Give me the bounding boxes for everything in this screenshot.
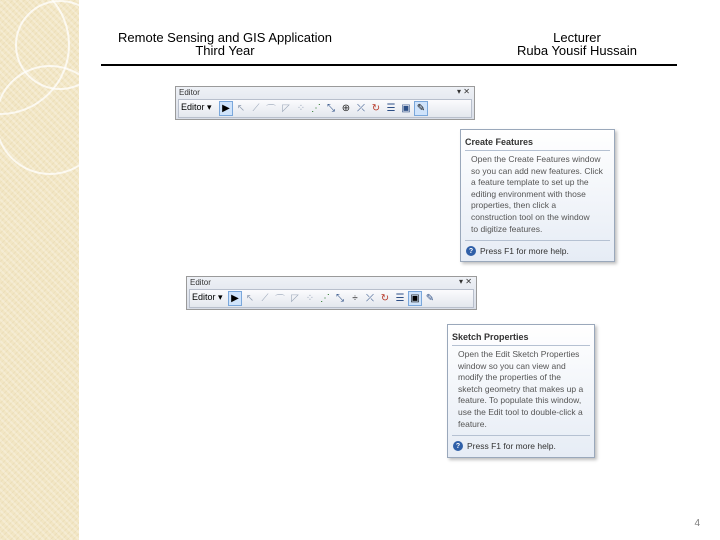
tooltip-line: sketch geometry that makes up a <box>458 383 584 394</box>
tooltip-divider <box>465 150 610 151</box>
tooltip-body <box>458 349 583 430</box>
editor-toolbar <box>186 276 477 310</box>
split-tool-icon[interactable]: ⤫ <box>366 293 374 304</box>
tooltip-line: editing environment with those <box>471 188 586 199</box>
lecturer-role: Lecturer <box>553 30 601 45</box>
create-features-icon[interactable]: ✎ <box>414 101 428 116</box>
reshape-feature-icon[interactable]: ⤡ <box>336 293 344 304</box>
lecturer-name: Ruba Yousif Hussain <box>517 43 637 58</box>
create-features-tooltip <box>460 129 615 262</box>
sketch-properties-tooltip <box>447 324 595 458</box>
toolbar-row <box>178 99 472 118</box>
tooltip-help <box>453 441 556 451</box>
sketch-properties-icon[interactable]: ▣ <box>408 291 422 306</box>
header-divider <box>101 64 677 66</box>
edit-tool-icon[interactable]: ▶ <box>219 101 233 116</box>
tooltip-divider <box>452 435 590 436</box>
course-year: Third Year <box>195 43 255 58</box>
help-icon: ? <box>453 441 463 451</box>
tooltip-body <box>471 154 603 235</box>
header-left <box>96 31 354 57</box>
editor-toolbar <box>175 86 475 120</box>
course-title: Remote Sensing and GIS Application <box>118 30 332 45</box>
annotation-tool-icon[interactable]: ↖ <box>236 103 246 114</box>
tooltip-line: Open the Create Features window <box>471 154 601 164</box>
cut-polygons-icon[interactable]: ⊕ <box>341 103 351 114</box>
tooltip-line: modify the properties of the <box>458 372 562 383</box>
cut-polygons-icon[interactable]: ÷ <box>352 293 358 304</box>
toolbar-row <box>189 289 474 308</box>
attributes-icon[interactable]: ☰ <box>395 293 405 304</box>
toolbar-title: Editor <box>190 278 211 287</box>
tooltip-line: a feature template to set up the <box>471 177 589 188</box>
point-tool-icon[interactable]: ⁘ <box>296 103 306 114</box>
edit-tool-icon[interactable]: ▶ <box>228 291 242 306</box>
tooltip-line: feature. To populate this window, <box>458 395 582 406</box>
toolbar-icon-group <box>219 101 428 116</box>
sketch-properties-icon[interactable]: ▣ <box>401 103 411 114</box>
straight-segment-icon[interactable]: ⟋ <box>261 293 269 304</box>
tooltip-line: feature. <box>458 418 487 429</box>
editor-menu-button[interactable]: Editor ▾ <box>192 292 223 302</box>
tooltip-line: use the Edit tool to double-click a <box>458 406 583 417</box>
tooltip-title: Sketch Properties <box>452 332 529 342</box>
attributes-icon[interactable]: ☰ <box>386 103 396 114</box>
trace-tool-icon[interactable]: ◸ <box>291 293 299 304</box>
trace-tool-icon[interactable]: ◸ <box>282 103 290 114</box>
toolbar-icon-group <box>228 291 437 306</box>
reshape-feature-icon[interactable]: ⤡ <box>327 103 335 114</box>
edit-vertices-icon[interactable]: ⋰ <box>320 293 330 304</box>
tooltip-title: Create Features <box>465 137 534 147</box>
tooltip-line: to digitize features. <box>471 223 543 234</box>
endpoint-arc-icon[interactable]: ⌒ <box>266 105 276 116</box>
tooltip-line: window so you can view and <box>458 360 566 371</box>
help-icon: ? <box>466 246 476 256</box>
editor-menu-button[interactable]: Editor ▾ <box>181 102 212 112</box>
tooltip-divider <box>452 345 590 346</box>
create-features-icon[interactable]: ✎ <box>425 293 435 304</box>
tooltip-help-text: Press F1 for more help. <box>480 246 569 256</box>
tooltip-help-text: Press F1 for more help. <box>467 441 556 451</box>
annotation-tool-icon[interactable]: ↖ <box>245 293 255 304</box>
decorative-side-band <box>0 0 79 540</box>
point-tool-icon[interactable]: ⁘ <box>305 293 315 304</box>
tooltip-line: properties, then click a <box>471 200 557 211</box>
straight-segment-icon[interactable]: ⟋ <box>252 103 260 114</box>
page-number: 4 <box>694 518 700 529</box>
tooltip-line: construction tool on the window <box>471 211 590 222</box>
toolbar-window-controls[interactable]: ▾ ✕ <box>457 87 470 96</box>
split-tool-icon[interactable]: ⤫ <box>357 103 365 114</box>
toolbar-window-controls[interactable]: ▾ ✕ <box>459 277 472 286</box>
rotate-tool-icon[interactable]: ↻ <box>371 103 381 114</box>
endpoint-arc-icon[interactable]: ⌒ <box>275 295 285 306</box>
edit-vertices-icon[interactable]: ⋰ <box>311 103 321 114</box>
header-right <box>496 31 658 57</box>
tooltip-line: Open the Edit Sketch Properties <box>458 349 580 359</box>
rotate-tool-icon[interactable]: ↻ <box>380 293 390 304</box>
toolbar-title: Editor <box>179 88 200 97</box>
tooltip-help <box>466 246 569 256</box>
tooltip-divider <box>465 240 610 241</box>
tooltip-line: so you can add new features. Click <box>471 165 603 176</box>
